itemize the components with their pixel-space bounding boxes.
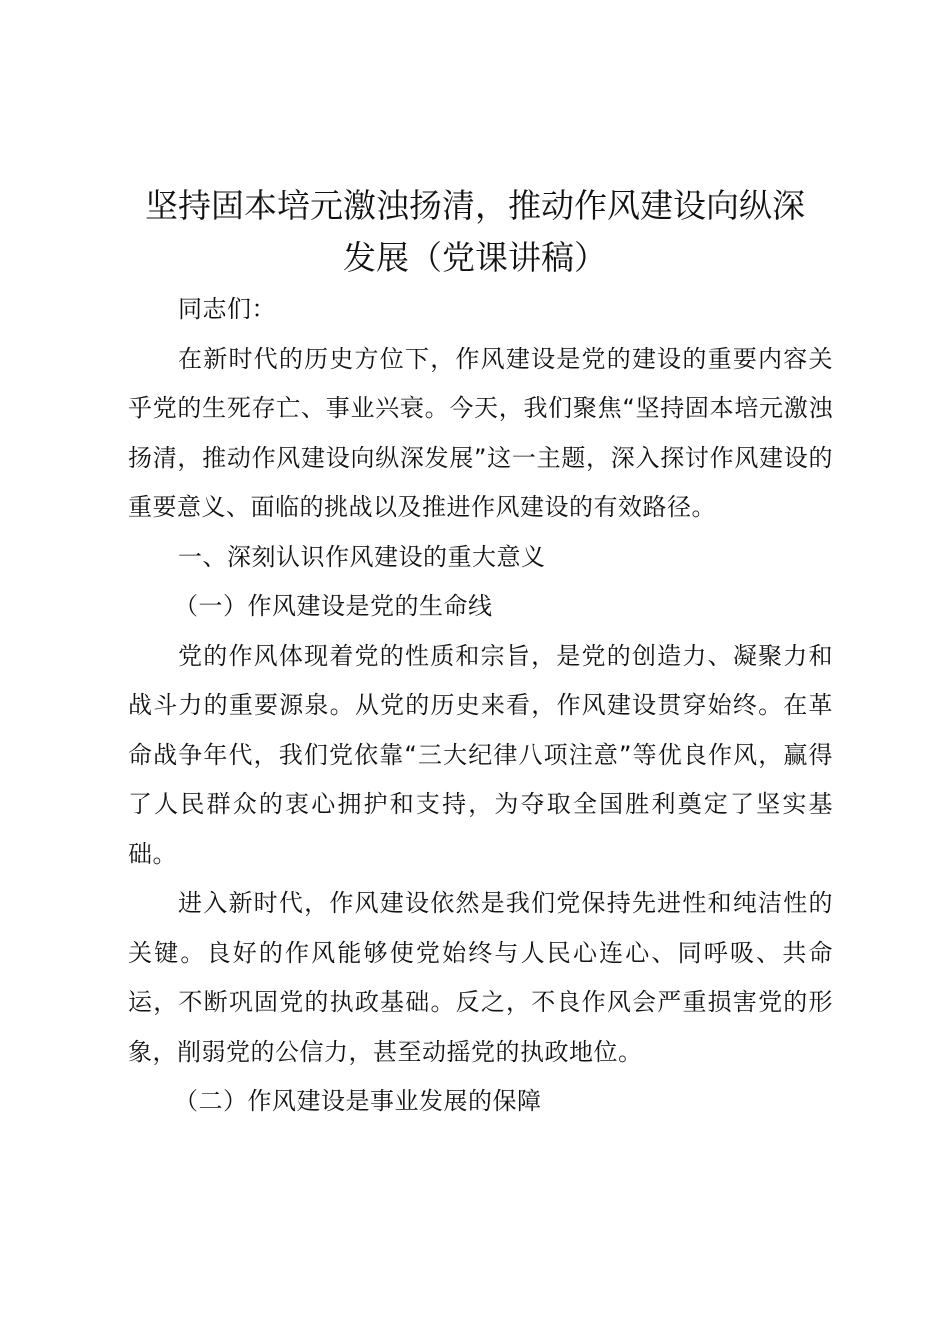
body-paragraph-1: 党的作风体现着党的性质和宗旨，是党的创造力、凝聚力和战斗力的重要源泉。从党的历史来看，作风建设贯穿始终。在革命战争年代，我们党依靠“三大纪律八项注意”等优良作风，赢得了人民群众的衷心拥护和支持，为夺取全国胜利奠定了坚实基础。 [128, 641, 833, 868]
subsection-heading-1: （一）作风建设是党的生命线 [174, 592, 493, 620]
salutation: 同志们： [178, 295, 276, 323]
document-body [128, 285, 833, 1127]
document-title [110, 180, 840, 284]
title-line-1: 坚持固本培元激浊扬清，推动作风建设向纵深 [145, 186, 805, 225]
subsection-heading-2: （二）作风建设是事业发展的保障 [174, 1087, 542, 1115]
section-heading-1: 一、深刻认识作风建设的重大意义 [178, 542, 546, 571]
title-line-2: 发展（党课讲稿） [343, 238, 607, 277]
body-paragraph-2: 进入新时代，作风建设依然是我们党保持先进性和纯洁性的关键。良好的作风能够使党始终与人民心连心、同呼吸、共命运，不断巩固党的执政基础。反之，不良作风会严重损害党的形象，削弱党的公信力，甚至动摇党的执政地位。 [128, 889, 833, 1066]
intro-paragraph: 在新时代的历史方位下，作风建设是党的建设的重要内容关乎党的生死存亡、事业兴衰。今天，我们聚焦“坚持固本培元激浊扬清，推动作风建设向纵深发展”这一主题，深入探讨作风建设的重要意义、面临的挑战以及推进作风建设的有效路径。 [128, 344, 833, 521]
